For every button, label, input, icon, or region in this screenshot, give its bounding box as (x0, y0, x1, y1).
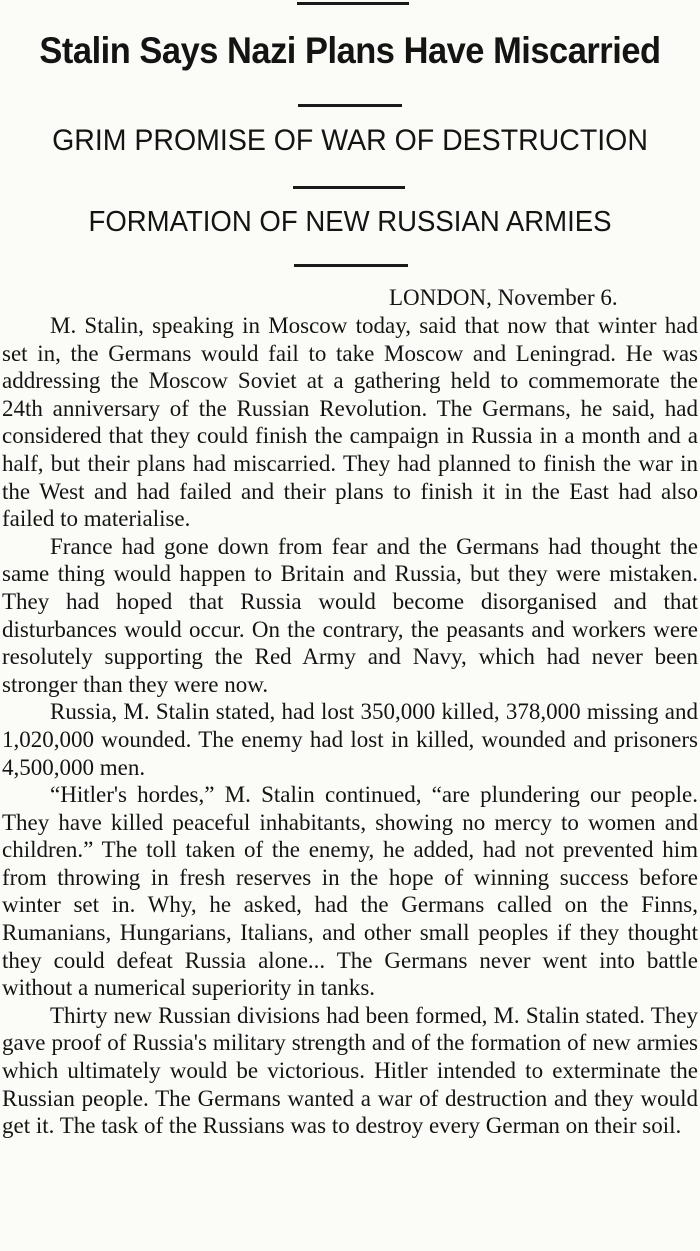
article-body (2, 312, 698, 1140)
paragraph: France had gone down from fear and the Germans had thought the same thing would happen to Britain and Russia, but they were mistaken. They had hoped that Russia would become disorganised and that disturbances would occur. On the contrary, the peasants and workers were resolutely supporting the Red Army and Navy, which had never been stronger than they were now. (2, 533, 698, 697)
paragraph: “Hitler's hordes,” M. Stalin continued, “are plundering our people. They have killed peaceful inhabitants, showing no mercy to women and children.” The toll taken of the enemy, he added, had not prevented him from throwing in fresh reserves in the hope of winning success before winter set in. Why, he asked, had the Germans called on the Finns, Rumanians, Hungarians, Italians, and other small peoples if they thought they could defeat Russia alone... The Germans never went into battle without a numerical superiority in tanks. (2, 782, 698, 1001)
subheadline-2-rule (294, 264, 408, 267)
subheadline-1-rule (293, 186, 405, 189)
dateline: LONDON, November 6. (389, 285, 618, 310)
paragraph: M. Stalin, speaking in Moscow today, said that now that winter had set in, the Germans would fail to take Moscow and Leningrad. He was addressing the Moscow Soviet at a gathering held to commemorate the 24th anniversary of the Russian Revolution. The Germans, he said, had considered that they could finish the campaign in Russia in a month and a half, but their plans had miscarried. They had planned to finish the war in the West and had failed and their plans to finish it in the East had also failed to materialise. (2, 313, 698, 532)
headline: Stalin Says Nazi Plans Have Miscarried (39, 30, 661, 71)
subheadline-1: GRIM PROMISE OF WAR OF DESTRUCTION (52, 124, 648, 157)
paragraph: Thirty new Russian divisions had been formed, M. Stalin stated. They gave proof of Russia's military strength and of the formation of new armies which ultimately would be victorious. Hitler intended to exterminate the Russian people. The Germans wanted a war of destruction and they would get it. The task of the Russians was to destroy every German on their soil. (2, 1002, 698, 1139)
paragraph: Russia, M. Stalin stated, had lost 350,000 killed, 378,000 missing and 1,020,000 wounded. The enemy had lost in killed, wounded and prisoners 4,500,000 men. (2, 699, 698, 780)
headline-rule (298, 104, 402, 107)
subheadline-2: FORMATION OF NEW RUSSIAN ARMIES (88, 206, 612, 238)
top-rule (297, 2, 409, 5)
